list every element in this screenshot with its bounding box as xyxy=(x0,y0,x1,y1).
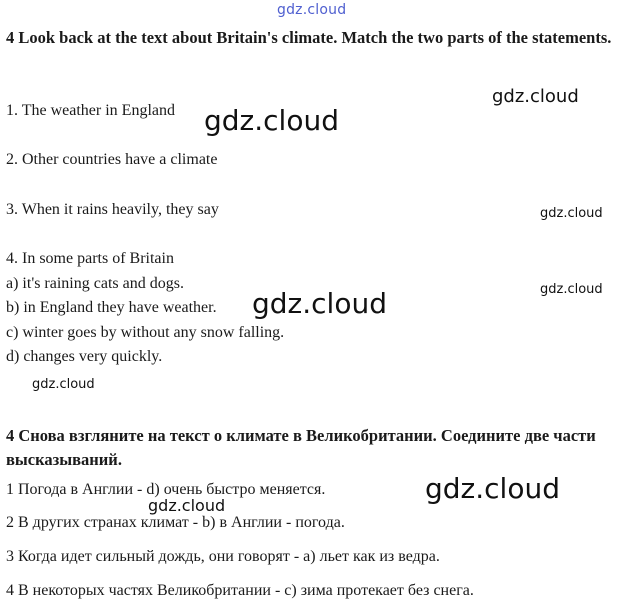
statement-part-1: 1. The weather in England xyxy=(6,102,175,119)
answer-4: 4 В некоторых частях Великобритании - с) зима протекает без снега. xyxy=(6,582,474,599)
watermark: gdz.cloud xyxy=(425,472,560,505)
watermark: gdz.cloud xyxy=(540,282,603,297)
exercise-heading-russian: 4 Снова взгляните на текст о климате в Великобритании. Соедините две части высказываний. xyxy=(6,426,596,469)
watermark: gdz.cloud xyxy=(252,287,387,320)
watermark-top: gdz.cloud xyxy=(277,2,347,18)
answer-2: 2 В других странах климат - b) в Англии - погода. xyxy=(6,514,345,531)
statement-part-2: 2. Other countries have a climate xyxy=(6,151,218,168)
exercise-heading-english: 4 Look back at the text about Britain's climate. Match the two parts of the statements. xyxy=(6,28,612,47)
ending-b: b) in England they have weather. xyxy=(6,299,217,316)
watermark: gdz.cloud xyxy=(148,496,226,515)
ending-c: c) winter goes by without any snow falling. xyxy=(6,324,285,341)
watermark: gdz.cloud xyxy=(204,104,339,137)
watermark: gdz.cloud xyxy=(492,86,579,107)
answer-3: 3 Когда идет сильный дождь, они говорят - а) льет как из ведра. xyxy=(6,548,440,565)
answer-1: 1 Погода в Англии - d) очень быстро меняется. xyxy=(6,481,326,498)
ending-a: a) it's raining cats and dogs. xyxy=(6,275,184,292)
watermark: gdz.cloud xyxy=(32,377,95,392)
statement-part-3: 3. When it rains heavily, they say xyxy=(6,201,219,218)
watermark: gdz.cloud xyxy=(540,206,603,221)
statement-part-4: 4. In some parts of Britain xyxy=(6,250,174,267)
ending-d: d) changes very quickly. xyxy=(6,348,163,365)
